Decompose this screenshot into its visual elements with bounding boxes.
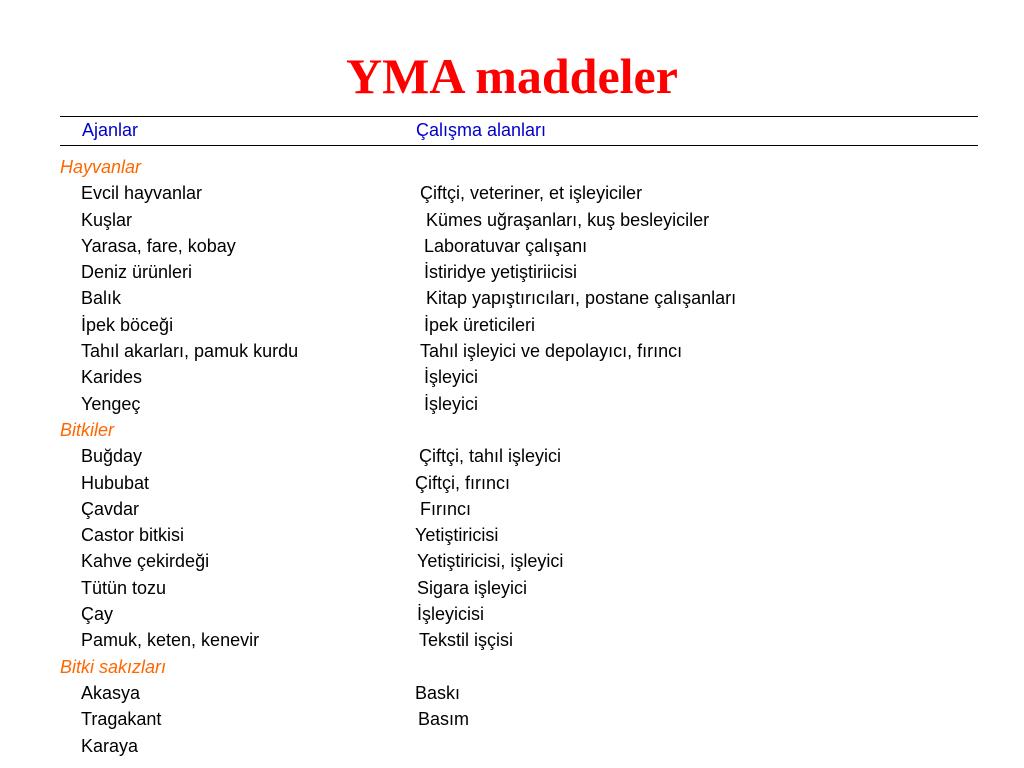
area-cell: Laboratuvar çalışanı xyxy=(424,235,588,256)
agent-cell: Yarasa, fare, kobay xyxy=(81,235,236,256)
area-cell: İşleyici xyxy=(424,367,479,388)
table-row xyxy=(0,233,1024,259)
table-row xyxy=(0,680,1024,706)
category-row-gums xyxy=(0,654,1024,680)
area-cell: Tahıl işleyici ve depolayıcı, fırıncı xyxy=(420,341,683,362)
agent-cell: Tahıl akarları, pamuk kurdu xyxy=(81,341,299,362)
table-row xyxy=(0,391,1024,417)
area-cell: Fırıncı xyxy=(420,498,472,519)
area-cell: İpek üreticileri xyxy=(424,314,536,335)
table-row xyxy=(0,207,1024,233)
agent-cell: Tragakant xyxy=(81,709,162,730)
agent-cell: Buğday xyxy=(81,446,143,467)
table-row xyxy=(0,338,1024,364)
agent-cell: Evcil hayvanlar xyxy=(81,183,203,204)
agent-cell: Tütün tozu xyxy=(81,577,167,598)
category-row-animals xyxy=(0,154,1024,180)
table-row xyxy=(0,706,1024,732)
table-row xyxy=(0,312,1024,338)
table-row xyxy=(0,733,1024,759)
agent-cell: Kahve çekirdeği xyxy=(81,551,210,572)
agent-cell: Pamuk, keten, kenevir xyxy=(81,630,260,651)
area-cell: İşleyici xyxy=(424,393,479,414)
agent-cell: Deniz ürünleri xyxy=(81,262,193,283)
table-row xyxy=(0,575,1024,601)
table-row xyxy=(0,496,1024,522)
table-row xyxy=(0,627,1024,653)
header-bottom-rule xyxy=(60,145,978,146)
table-row xyxy=(0,364,1024,390)
agent-cell: Castor bitkisi xyxy=(81,525,185,546)
table-row xyxy=(0,259,1024,285)
table-row xyxy=(0,443,1024,469)
agent-cell: Hububat xyxy=(81,472,150,493)
agent-cell: Karides xyxy=(81,367,143,388)
agent-cell: Akasya xyxy=(81,682,141,703)
area-cell: Tekstil işçisi xyxy=(419,630,514,651)
area-cell: Yetiştiricisi xyxy=(415,525,499,546)
category-label: Bitki sakızları xyxy=(60,656,167,677)
area-cell: Kümes uğraşanları, kuş besleyiciler xyxy=(426,209,710,230)
area-cell: Çiftçi, veteriner, et işleyiciler xyxy=(420,183,643,204)
table-row xyxy=(0,601,1024,627)
agent-cell: Kuşlar xyxy=(81,209,133,230)
area-cell: Baskı xyxy=(415,682,461,703)
table-row xyxy=(0,522,1024,548)
agent-cell: Yengeç xyxy=(81,393,141,414)
category-row-plants xyxy=(0,417,1024,443)
agents-table xyxy=(0,154,1024,759)
area-cell: İstiridye yetiştiriicisi xyxy=(424,262,578,283)
header-top-rule xyxy=(60,116,978,117)
column-header-areas: Çalışma alanları xyxy=(416,120,547,140)
agent-cell: Karaya xyxy=(81,735,139,756)
agent-cell: İpek böceği xyxy=(81,314,174,335)
area-cell: Sigara işleyici xyxy=(417,577,528,598)
column-header-agents: Ajanlar xyxy=(82,120,139,140)
agent-cell: Balık xyxy=(81,288,122,309)
table-row xyxy=(0,548,1024,574)
table-row xyxy=(0,285,1024,311)
area-cell: İşleyicisi xyxy=(417,604,485,625)
table-row xyxy=(0,470,1024,496)
agent-cell: Çavdar xyxy=(81,498,140,519)
agent-cell: Çay xyxy=(81,604,114,625)
category-label: Bitkiler xyxy=(60,419,115,440)
area-cell: Yetiştiricisi, işleyici xyxy=(417,551,564,572)
area-cell: Kitap yapıştırıcıları, postane çalışanları xyxy=(426,288,737,309)
area-cell: Çiftçi, tahıl işleyici xyxy=(419,446,562,467)
table-row xyxy=(0,180,1024,206)
category-label: Hayvanlar xyxy=(60,157,142,177)
area-cell: Çiftçi, fırıncı xyxy=(415,472,511,493)
area-cell: Basım xyxy=(418,709,470,730)
page-title: YMA maddeler xyxy=(346,48,678,104)
